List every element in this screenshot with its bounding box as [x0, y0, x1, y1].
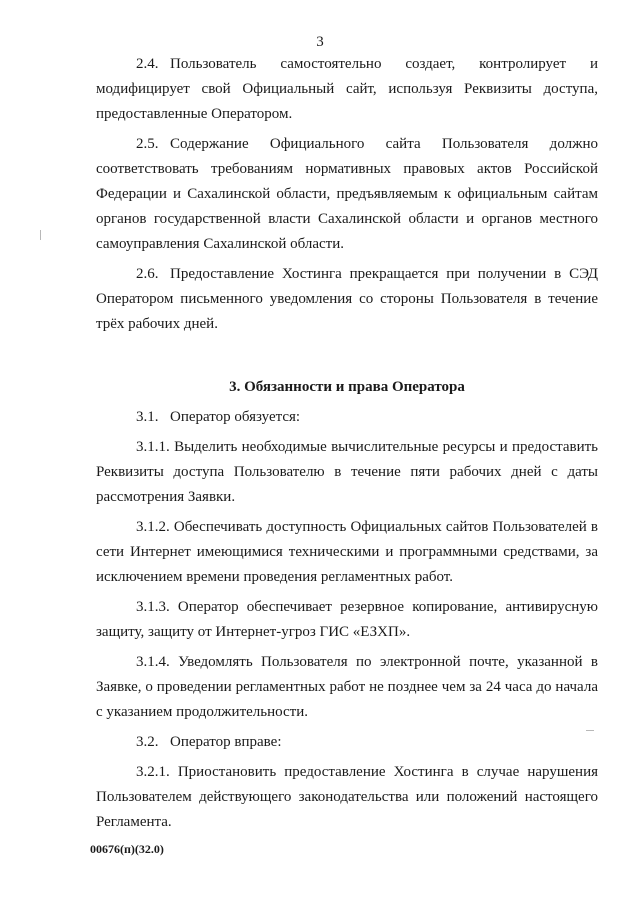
clause-text: Оператор обеспечивает резервное копирование, антивирусную защиту, защиту от Интернет-угроз ГИС «ЕЗХП».	[96, 599, 599, 640]
clause-text: Оператор обязуется:	[170, 409, 301, 425]
section-heading: 3. Обязанности и права Оператора	[229, 379, 465, 395]
document-code: 00676(п)(32.0)	[90, 842, 164, 856]
paragraph-3-2	[96, 730, 598, 755]
paragraph-3-1	[96, 405, 598, 430]
paragraph-3-1-4	[96, 650, 598, 725]
clause-number: 3.1.	[136, 409, 159, 425]
paragraph-3-1-2	[96, 515, 598, 590]
clause-text: Предоставление Хостинга прекращается при получении в СЭД Оператором письменного уведомления со стороны Пользователя в течение трёх рабочих дней.	[96, 266, 598, 332]
clause-number: 3.1.1.	[136, 439, 170, 455]
paragraph-3-2-1	[96, 760, 598, 835]
paragraph-2-6	[96, 262, 598, 337]
scan-mark-right	[586, 730, 594, 731]
page-number: 3	[316, 34, 324, 50]
clause-text: Выделить необходимые вычислительные ресурсы и предоставить Реквизиты доступа Пользователю в течение пяти рабочих дней с даты рассмотрения Заявки.	[96, 439, 599, 505]
clause-text: Уведомлять Пользователя по электронной почте, указанной в Заявке, о проведении регламентных работ не позднее чем за 24 часа до начала с указанием продолжительности.	[96, 654, 598, 720]
paragraph-3-1-3	[96, 595, 598, 645]
document-body	[96, 52, 598, 840]
paragraph-2-5	[96, 132, 598, 257]
clause-number: 2.5.	[136, 136, 159, 152]
clause-number: 3.2.	[136, 734, 159, 750]
clause-number: 3.1.4.	[136, 654, 170, 670]
clause-text: Приостановить предоставление Хостинга в случае нарушения Пользователем действующего законодательства или положений настоящего Регламента.	[96, 764, 598, 830]
clause-text: Пользователь самостоятельно создает, контролирует и модифицирует свой Официальный сайт, используя Реквизиты доступа, предоставленные Оператором.	[96, 56, 598, 122]
clause-number: 3.2.1.	[136, 764, 170, 780]
clause-text: Оператор вправе:	[170, 734, 282, 750]
clause-number: 2.6.	[136, 266, 159, 282]
clause-number: 3.1.3.	[136, 599, 170, 615]
clause-text: Содержание Официального сайта Пользователя должно соответствовать требованиям нормативных правовых актов Российской Федерации и Сахалинской области, предъявляемым к официальным сайтам органов государственной власти Сахалинской области и органов местного самоуправления Сахалинской области.	[96, 136, 598, 252]
paragraph-3-1-1	[96, 435, 598, 510]
clause-text: Обеспечивать доступность Официальных сайтов Пользователей в сети Интернет имеющимися техническими и программными средствами, за исключением времени проведения регламентных работ.	[96, 519, 598, 585]
paragraph-2-4	[96, 52, 598, 127]
clause-number: 2.4.	[136, 56, 159, 72]
clause-number: 3.1.2.	[136, 519, 170, 535]
scan-mark-left	[40, 230, 41, 240]
